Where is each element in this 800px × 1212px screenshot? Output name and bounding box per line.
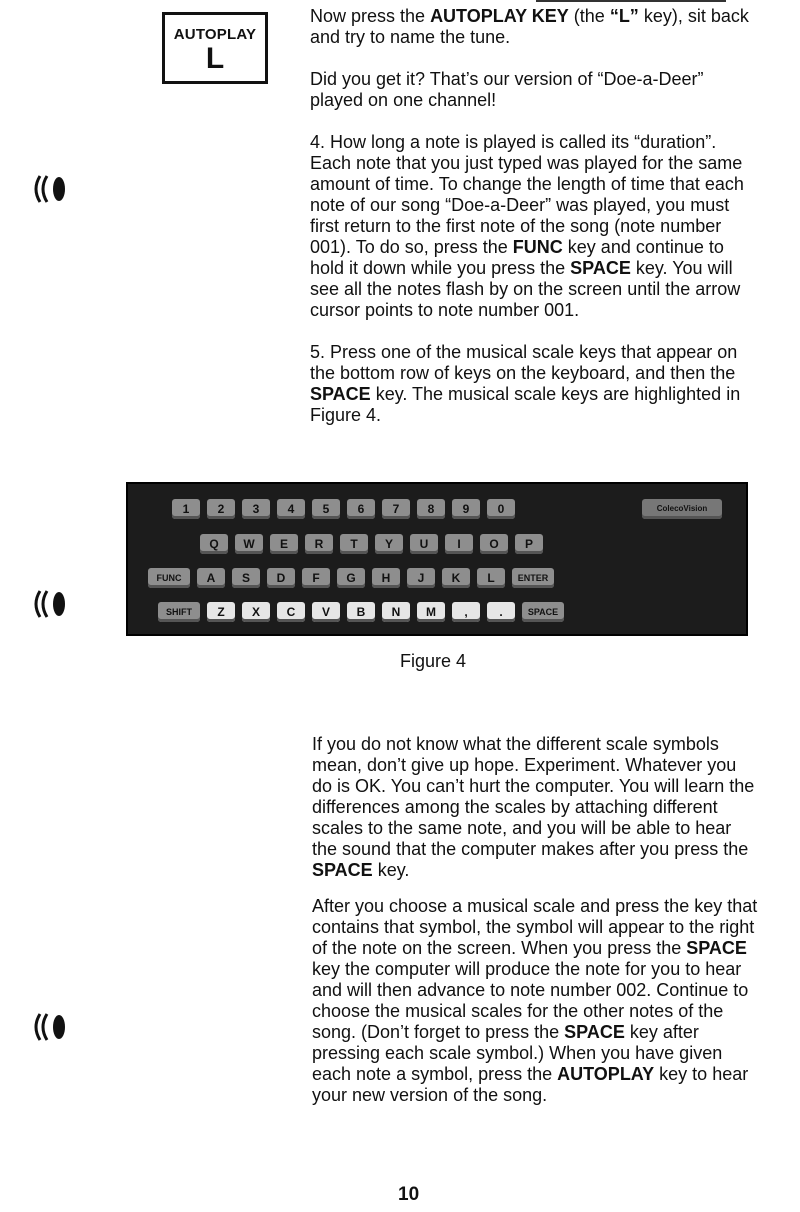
text-run: (the <box>568 6 610 26</box>
text-run: key. <box>372 860 410 880</box>
keyboard-key: K <box>442 568 470 588</box>
autoplay-key-letter: L <box>205 42 225 75</box>
keyboard-key: L <box>477 568 505 588</box>
keyboard-key: 5 <box>312 499 340 519</box>
text-run: key. The musical scale keys are highlighted in Figure 4. <box>310 384 741 425</box>
keyboard-key: D <box>267 568 295 588</box>
scale-key: X <box>242 602 270 622</box>
autoplay-key-title: AUTOPLAY <box>173 26 257 43</box>
keyboard-row-home <box>148 568 554 588</box>
bold-text: FUNC <box>512 237 563 257</box>
keyboard-key: 3 <box>242 499 270 519</box>
keyboard-key: 2 <box>207 499 235 519</box>
keyboard-key: 8 <box>417 499 445 519</box>
keyboard-key: A <box>197 568 225 588</box>
keyboard-key: G <box>337 568 365 588</box>
autoplay-key-graphic <box>162 12 268 84</box>
text-run: Now press the <box>310 6 431 26</box>
brand-logo-key: ColecoVision <box>642 499 722 519</box>
bold-text: AUTOPLAY KEY <box>430 6 569 26</box>
paragraph-autoplay <box>310 6 756 48</box>
paragraph-step-5 <box>310 342 756 426</box>
keyboard-key: T <box>340 534 368 554</box>
keyboard-key: W <box>235 534 263 554</box>
text-run: After you choose a musical scale and press the key that contains that symbol, the symbol will appear to the right of the note on the screen. When you press the <box>312 896 758 958</box>
scale-key: M <box>417 602 445 622</box>
keyboard-key: U <box>410 534 438 554</box>
keyboard-key: I <box>445 534 473 554</box>
page-number: 10 <box>398 1184 420 1205</box>
scale-key: . <box>487 602 515 622</box>
text-run: key the computer will produce the note for you to hear and will then advance to note number 002. Continue to choose the musical scales for the other notes of the song. (Don’t forget to press the <box>312 959 749 1042</box>
text-run: key to hear your new version of the song. <box>312 1064 749 1105</box>
bold-text: SPACE <box>686 938 747 958</box>
shift-key: SHIFT <box>158 602 200 622</box>
figure-caption: Figure 4 <box>400 651 467 671</box>
scale-key: , <box>452 602 480 622</box>
keyboard-row-numbers <box>172 499 515 519</box>
keyboard-key: R <box>305 534 333 554</box>
space-key: SPACE <box>522 602 564 622</box>
top-text-column <box>310 6 756 426</box>
text-run: key), sit back and try to name the tune. <box>310 6 749 47</box>
binder-hole-icon <box>30 1010 74 1044</box>
bottom-text-column <box>312 734 758 1106</box>
keyboard-key: J <box>407 568 435 588</box>
scale-key: Z <box>207 602 235 622</box>
keyboard-row-bottom <box>158 602 564 622</box>
paragraph-choose-scale <box>312 896 758 1106</box>
binder-hole-icon <box>30 172 74 206</box>
bold-text: AUTOPLAY <box>557 1064 655 1084</box>
text-run: key and continue to hold it down while you press the <box>310 237 724 278</box>
bold-text: SPACE <box>312 860 373 880</box>
bold-text: SPACE <box>564 1022 625 1042</box>
keyboard-key: 6 <box>347 499 375 519</box>
paragraph-experiment <box>312 734 758 881</box>
keyboard-key: O <box>480 534 508 554</box>
text-run: 5. Press one of the musical scale keys that appear on the bottom row of keys on the keyboard, and then the <box>310 342 738 383</box>
binder-hole-icon <box>30 587 74 621</box>
keyboard-key: 9 <box>452 499 480 519</box>
paragraph-step-4 <box>310 132 756 321</box>
scale-key: V <box>312 602 340 622</box>
text-run: 4. How long a note is played is called its “duration”. Each note that you just typed was played for the same amount of time. To change the length of time that each note of our song “Doe-a-Deer” was played, you must first return to the first note of the song (note number 001). To do so, press the <box>310 132 744 257</box>
scale-key: B <box>347 602 375 622</box>
text-run: key after pressing each scale symbol.) When you have given each note a symbol, press the <box>312 1022 723 1084</box>
bold-text: “L” <box>609 6 639 26</box>
keyboard-key: Y <box>375 534 403 554</box>
text-run: If you do not know what the different scale symbols mean, don’t give up hope. Experiment. Whatever you do is OK. You can’t hurt the computer. You will learn the differences among the scales by attaching different scales to the same note, and you will be able to hear the sound that the computer makes after you press the <box>312 734 755 859</box>
keyboard-key: 4 <box>277 499 305 519</box>
top-rule <box>536 0 726 2</box>
func-key: FUNC <box>148 568 190 588</box>
enter-key: ENTER <box>512 568 554 588</box>
scale-key: N <box>382 602 410 622</box>
keyboard-key: S <box>232 568 260 588</box>
keyboard-key: 1 <box>172 499 200 519</box>
keyboard-key: E <box>270 534 298 554</box>
bold-text: SPACE <box>570 258 631 278</box>
keyboard-key: 0 <box>487 499 515 519</box>
keyboard-key: F <box>302 568 330 588</box>
keyboard-row-qwerty <box>200 534 543 554</box>
keyboard-key: H <box>372 568 400 588</box>
keyboard-key: Q <box>200 534 228 554</box>
text-run: key. You will see all the notes flash by on the screen until the arrow cursor points to note number 001. <box>310 258 741 320</box>
bold-text: SPACE <box>310 384 371 404</box>
keyboard-key: P <box>515 534 543 554</box>
scale-key: C <box>277 602 305 622</box>
keyboard-key: 7 <box>382 499 410 519</box>
keyboard-figure <box>126 482 748 636</box>
paragraph-doe-a-deer: Did you get it? That’s our version of “Doe-a-Deer” played on one channel! <box>310 69 704 110</box>
